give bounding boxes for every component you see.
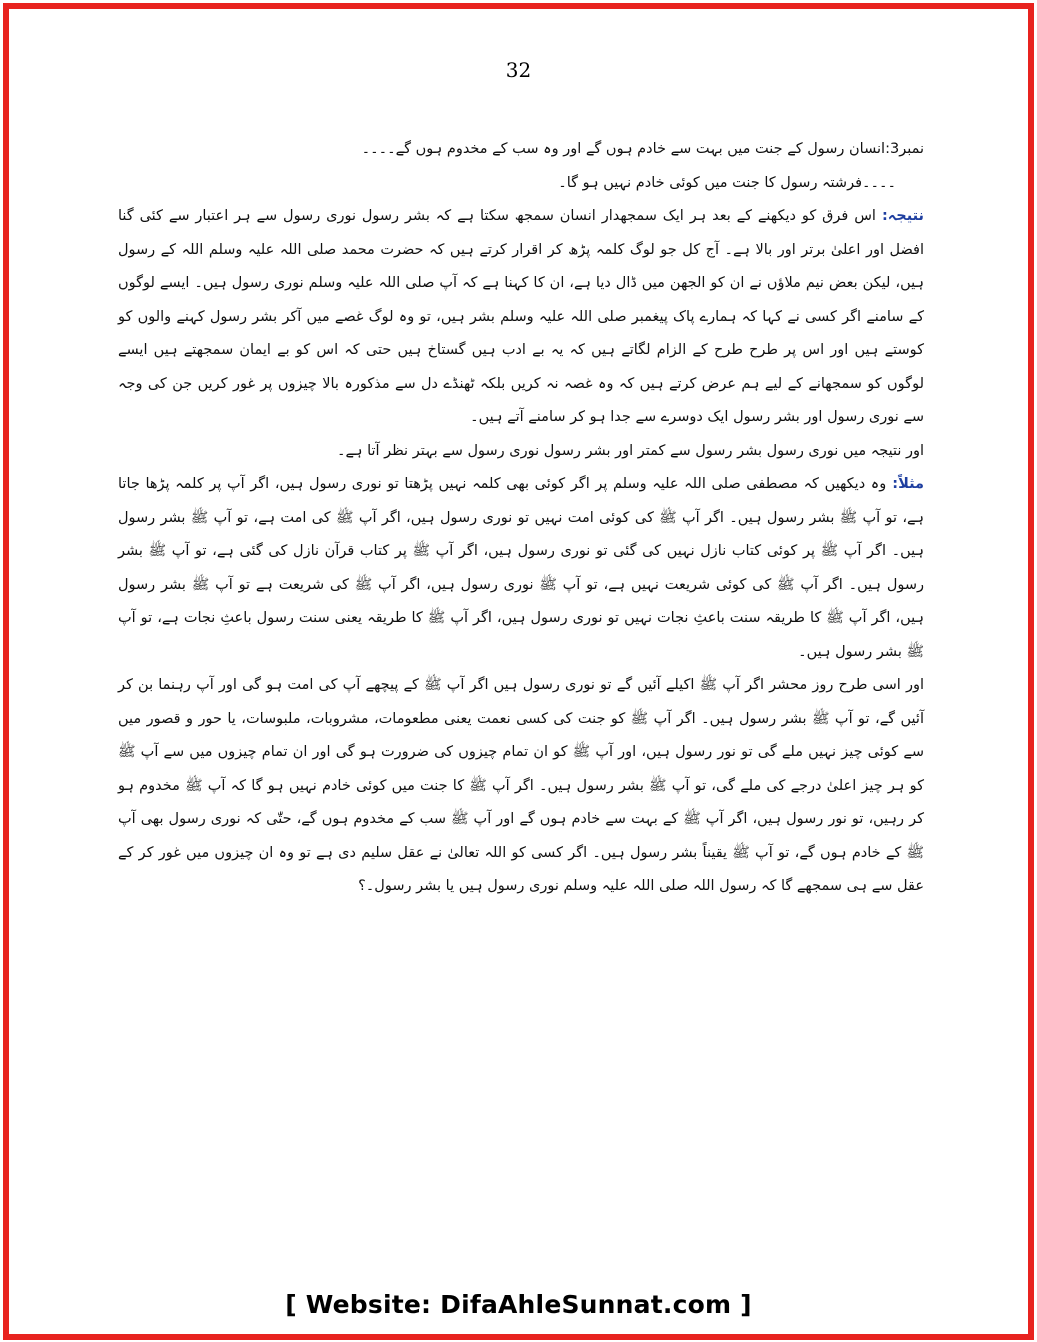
paragraph-result: اور نتیجہ میں نوری رسول بشر رسول سے کمتر اور بشر رسول نوری رسول سے بہتر نظر آتا ہے۔ [336,442,924,459]
paragraph-conclusion [118,200,924,435]
paragraph-number-3: نمبر3:انسان رسول کے جنت میں بہت سے خادم ہوں گے اور وہ سب کے مخدوم ہوں گے۔۔۔۔ [361,141,924,157]
conclusion-text: اس فرق کو دیکھنے کے بعد ہر ایک سمجھدار انسان سمجھ سکتا ہے کہ بشر رسول نوری رسول سے ہر اعتبار سے کئی گنا افضل اور اعلیٰ برتر اور بالا ہے۔ آج کل جو لوگ کلمہ پڑھ کر اقرار کرتے ہیں کہ حضرت محمد صلی اللہ علیہ وسلم اللہ کے رسول ہیں، لیکن بعض نیم ملاؤں نے ان کو الجھن میں ڈال دیا ہے، ان کا کہنا ہے کہ آپ صلی اللہ علیہ وسلم نوری رسول ہیں۔ ایسے لوگوں کے سامنے اگر کسی نے کہا کہ ہمارے پاک پیغمبر صلی اللہ علیہ وسلم بشر ہیں، تو وہ لوگ غصے میں آکر بشر رسول کہنے والوں کو کوستے ہیں اور اس پر طرح طرح کے الزام لگاتے ہیں کہ یہ بے ادب ہیں گستاخ ہیں حتی کہ اس کو بے ایمان سمجھتے ہیں ایسے لوگوں کو سمجھانے کے لیے ہم عرض کرتے ہیں کہ وہ غصہ نہ کریں بلکہ ٹھنڈے دل سے مذکورہ بالا چیزوں پر غور کریں جن کی وجہ سے نوری رسول اور بشر رسول ایک دوسرے سے جدا ہو کر سامنے آتے ہیں۔ [118,208,924,425]
page-number: 32 [505,58,532,82]
paragraph-angel-servant: ۔۔۔۔فرشتہ رسول کا جنت میں کوئی خادم نہیں ہو گا۔ [558,174,896,191]
paragraph-example [118,468,924,669]
paragraph-judgement-day: اور اسی طرح روز محشر اگر آپ ﷺ اکیلے آئیں گے تو نوری رسول ہیں اگر آپ ﷺ کے پیچھے آپ کی امت ہو گی اور آپ رہنما بن کر آئیں گے، تو آپ ﷺ بشر رسول ہیں۔ اگر آپ ﷺ کو جنت کی کسی نعمت یعنی مطعومات، مشروبات، ملبوسات، یا حور و قصور میں سے کوئی چیز نہیں ملے گی تو نور رسول ہیں، اور آپ ﷺ کو ان تمام چیزوں کی ضرورت ہو گی اور ان تمام چیزوں میں سے آپ ﷺ کو ہر چیز اعلیٰ درجے کی ملے گی، تو آپ ﷺ بشر رسول ہیں۔ اگر آپ ﷺ کا جنت میں کوئی خادم نہیں ہو گا کہ آپ ﷺ مخدوم ہو کر رہیں، تو نور رسول ہیں، اگر آپ ﷺ کے بہت سے خادم ہوں گے اور آپ ﷺ سب کے مخدوم ہوں گے، حتّٰی کہ نوری رسول بھی آپ ﷺ کے خادم ہوں گے، تو آپ ﷺ یقیناً بشر رسول ہیں۔ اگر کسی کو اللہ تعالیٰ نے عقل سلیم دی ہے تو وہ ان چیزوں میں غور کر کے عقل سے ہی سمجھے گا کہ رسول اللہ صلی اللہ علیہ وسلم نوری رسول ہیں یا بشر رسول۔؟ [118,677,924,894]
example-label: مثلاً: [892,476,924,492]
example-text: وہ دیکھیں کہ مصطفی صلی اللہ علیہ وسلم پر اگر کوئی بھی کلمہ نہیں پڑھتا تو نوری رسول ہیں، اگر آپ پر کلمہ پڑھا جاتا ہے، تو آپ ﷺ بشر رسول ہیں۔ اگر آپ ﷺ کی کوئی امت نہیں تو نوری رسول ہیں، اگر آپ ﷺ کی امت ہے، تو آپ ﷺ بشر رسول ہیں۔ اگر آپ ﷺ پر کوئی کتاب نازل نہیں کی گئی تو نوری رسول ہیں، اگر آپ ﷺ پر کتاب قرآن نازل کی گئی ہے، تو آپ ﷺ بشر رسول ہیں۔ اگر آپ ﷺ کی کوئی شریعت نہیں ہے، تو آپ ﷺ نوری رسول ہیں، اگر آپ ﷺ کی شریعت ہے تو آپ ﷺ بشر رسول ہیں، اگر آپ ﷺ کا طریقہ سنت باعثِ نجات نہیں تو نوری رسول ہیں، اگر آپ ﷺ کا طریقہ یعنی سنت رسول باعثِ نجات ہے، تو آپ ﷺ بشر رسول ہیں۔ [118,476,924,660]
website-footer: [ Website: DifaAhleSunnat.com ] [285,1290,752,1319]
conclusion-label: نتیجہ: [881,208,924,224]
article-body [118,133,924,904]
